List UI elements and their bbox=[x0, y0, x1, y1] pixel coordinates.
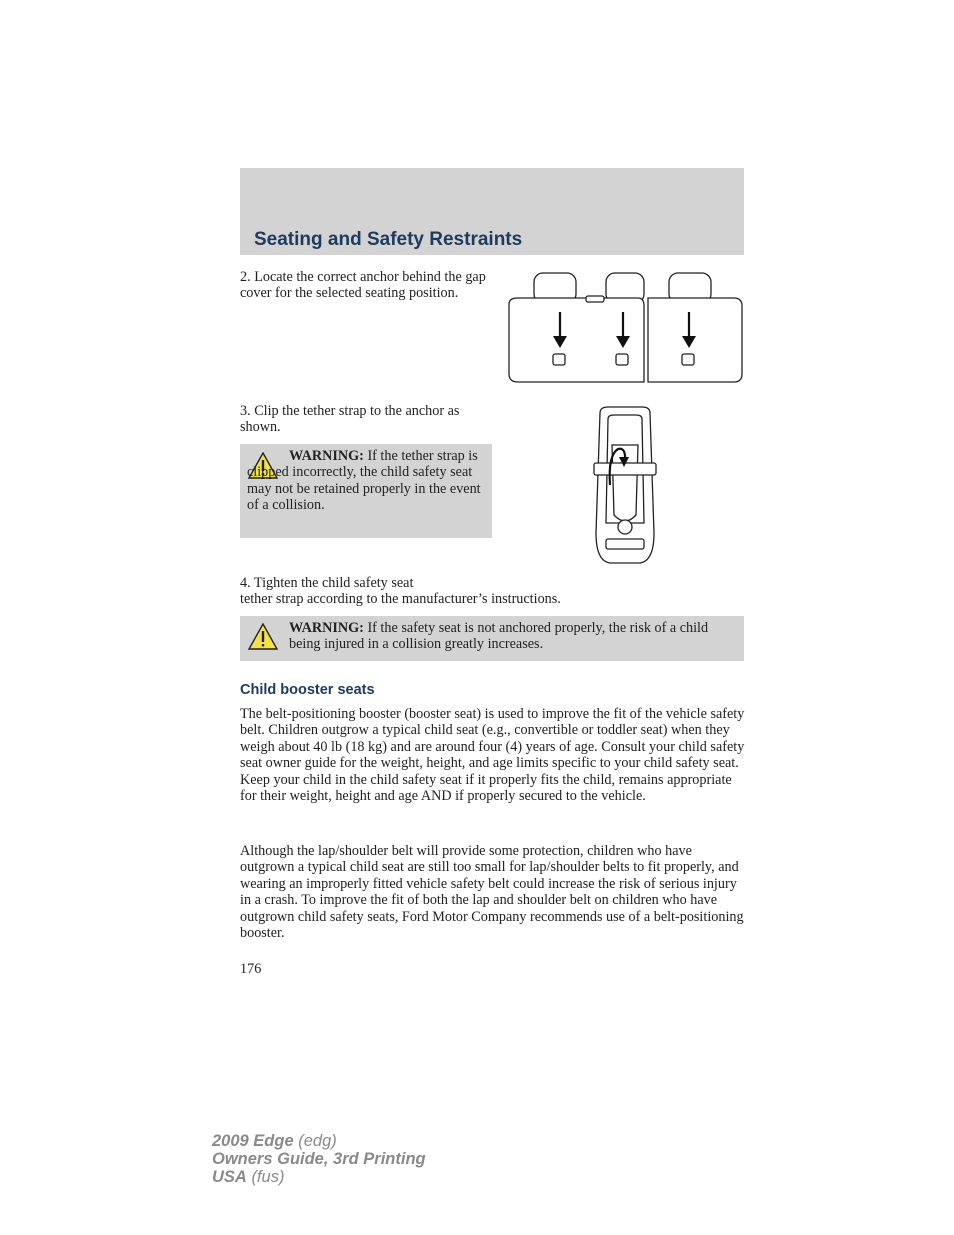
warning-1-text: If the tether strap is clipped incorrectly, the child safety seat may not be retained properly in the event of a collision. bbox=[247, 448, 481, 514]
step-4-text bbox=[240, 575, 744, 608]
booster-paragraph-2: Although the lap/shoulder belt will provide some protection, children who have outgrown a typical child seat are still too small for lap/shoulder belts to fit properly, and wearing an improperly fitted vehicle safety belt could increase the risk of serious injury in a crash. To improve the fit of both the lap and shoulder belt on children who have outgrown child safety seats, Ford Motor Company recommends use of a belt-positioning booster. bbox=[240, 843, 744, 942]
footer-model-code: (edg) bbox=[298, 1132, 337, 1150]
warning-2-label: WARNING: bbox=[289, 620, 364, 636]
warning-1-label: WARNING: bbox=[289, 448, 364, 464]
warning-triangle-icon bbox=[248, 623, 278, 650]
section-header-band bbox=[240, 168, 744, 255]
booster-paragraph-1: The belt-positioning booster (booster seat) is used to improve the fit of the vehicle safety belt. Children outgrow a typical child seat (e.g., convertible or toddler seat) when they weigh about 40 lb (18 kg) and are around four (4) years of age. Consult your child safety seat owner guide for the weight, height, and age limits specific to your child safety seat. Keep your child in the child safety seat if it properly fits the child, remains appropriate for their weight, height and age AND if properly secured to the vehicle. bbox=[240, 706, 745, 805]
page-number: 176 bbox=[240, 961, 262, 977]
tether-anchor-illustration bbox=[588, 405, 662, 565]
section-title: Seating and Safety Restraints bbox=[254, 229, 523, 250]
step-3-text: 3. Clip the tether strap to the anchor as shown. bbox=[240, 403, 460, 436]
footer-region-code: (fus) bbox=[251, 1168, 285, 1186]
document-footer bbox=[212, 1132, 426, 1186]
rear-seat-anchors-illustration bbox=[506, 270, 746, 388]
child-booster-seats-heading: Child booster seats bbox=[240, 682, 375, 698]
warning-2-content bbox=[289, 620, 739, 653]
footer-region: USA bbox=[212, 1168, 247, 1186]
footer-model: 2009 Edge bbox=[212, 1132, 294, 1150]
step-2-text: 2. Locate the correct anchor behind the gap cover for the selected seating position. bbox=[240, 269, 486, 302]
step-4-line-1: 4. Tighten the child safety seat bbox=[240, 575, 414, 591]
footer-guide: Owners Guide, 3rd Printing bbox=[212, 1150, 426, 1168]
warning-box-2 bbox=[240, 616, 744, 661]
warning-box-1 bbox=[240, 444, 492, 538]
warning-2-text: If the safety seat is not anchored properly, the risk of a child being injured in a collision greatly increases. bbox=[289, 620, 709, 653]
step-4-line-2: tether strap according to the manufacturer’s instructions. bbox=[240, 591, 561, 608]
warning-1-content bbox=[247, 448, 487, 514]
